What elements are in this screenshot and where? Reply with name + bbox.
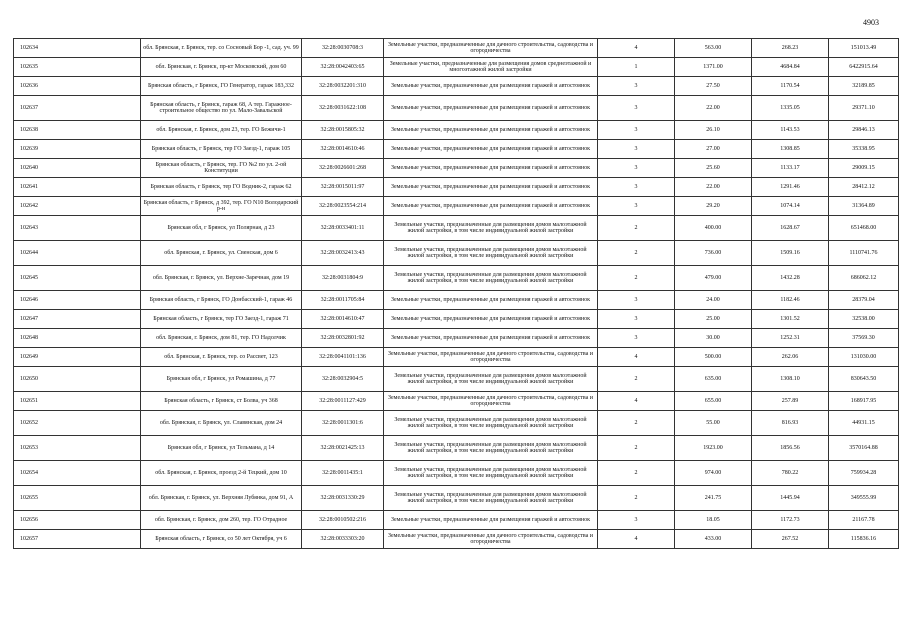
table-body (14, 39, 899, 549)
area-cell: 29.20 (675, 197, 752, 216)
rate-cell: 1301.52 (752, 310, 829, 329)
area-cell: 22.00 (675, 96, 752, 121)
table-row (14, 392, 899, 411)
row-id-cell: 102651 (14, 392, 141, 411)
cadastral-number-cell: 32:28:0011705:84 (302, 291, 384, 310)
area-cell: 25.60 (675, 159, 752, 178)
cadastral-value-table (13, 38, 899, 549)
cadastral-value-cell: 29846.13 (829, 121, 899, 140)
cadastral-value-cell: 168917.95 (829, 392, 899, 411)
cadastral-value-cell: 686062.12 (829, 266, 899, 291)
group-cell: 2 (598, 241, 675, 266)
land-use-cell: Земельные участки, предназначенные для размещения гаражей и автостоянок (384, 159, 598, 178)
group-cell: 4 (598, 530, 675, 549)
table-row (14, 348, 899, 367)
row-id-cell: 102657 (14, 530, 141, 549)
rate-cell: 1252.31 (752, 329, 829, 348)
cadastral-number-cell: 32:28:0015805:32 (302, 121, 384, 140)
row-id-cell: 102643 (14, 216, 141, 241)
row-id-cell: 102645 (14, 266, 141, 291)
address-cell: обл. Брянская, г. Брянск, дом 23, тер. ГО Бежичи-1 (141, 121, 302, 140)
row-id-cell: 102647 (14, 310, 141, 329)
cadastral-number-cell: 32:28:0032413:43 (302, 241, 384, 266)
cadastral-number-cell: 32:28:0011301:6 (302, 411, 384, 436)
rate-cell: 780.22 (752, 461, 829, 486)
rate-cell: 1308.10 (752, 367, 829, 392)
address-cell: обл. Брянская, г. Брянск, тер. со Рассвет, 123 (141, 348, 302, 367)
address-cell: Брянская область, г Брянск, со 50 лет Октября, уч 6 (141, 530, 302, 549)
area-cell: 18.05 (675, 511, 752, 530)
row-id-cell: 102653 (14, 436, 141, 461)
address-cell: Брянская область, г Брянск, тер. ГО №2 по ул. 2-ой Конституции (141, 159, 302, 178)
cadastral-value-cell: 29009.15 (829, 159, 899, 178)
land-use-cell: Земельные участки, предназначенные для размещения домов малоэтажной жилой застройки, в том числе индивидуальной жилой застройки (384, 216, 598, 241)
land-use-cell: Земельные участки, предназначенные для размещения домов малоэтажной жилой застройки, в том числе индивидуальной жилой застройки (384, 266, 598, 291)
land-use-cell: Земельные участки, предназначенные для размещения гаражей и автостоянок (384, 329, 598, 348)
group-cell: 2 (598, 367, 675, 392)
cadastral-value-cell: 3570164.88 (829, 436, 899, 461)
area-cell: 563.00 (675, 39, 752, 58)
area-cell: 736.00 (675, 241, 752, 266)
cadastral-number-cell: 32:28:0041101:136 (302, 348, 384, 367)
row-id-cell: 102641 (14, 178, 141, 197)
land-use-cell: Земельные участки, предназначенные для размещения гаражей и автостоянок (384, 310, 598, 329)
rate-cell: 4684.84 (752, 58, 829, 77)
cadastral-number-cell: 32:28:0031622:108 (302, 96, 384, 121)
group-cell: 4 (598, 39, 675, 58)
group-cell: 4 (598, 392, 675, 411)
cadastral-number-cell: 32:28:0033401:11 (302, 216, 384, 241)
table-row (14, 39, 899, 58)
address-cell: Брянская область, г Брянск, д 392, тер. ГО N10 Володарский р-н (141, 197, 302, 216)
row-id-cell: 102650 (14, 367, 141, 392)
table-row (14, 266, 899, 291)
group-cell: 3 (598, 140, 675, 159)
rate-cell: 262.06 (752, 348, 829, 367)
area-cell: 27.00 (675, 140, 752, 159)
rate-cell: 1308.85 (752, 140, 829, 159)
rate-cell: 1074.14 (752, 197, 829, 216)
area-cell: 500.00 (675, 348, 752, 367)
group-cell: 2 (598, 461, 675, 486)
land-use-cell: Земельные участки, предназначенные для размещения домов малоэтажной жилой застройки, в том числе индивидуальной жилой застройки (384, 241, 598, 266)
area-cell: 26.10 (675, 121, 752, 140)
table-row (14, 197, 899, 216)
table-row (14, 310, 899, 329)
group-cell: 3 (598, 329, 675, 348)
cadastral-value-cell: 131030.00 (829, 348, 899, 367)
land-use-cell: Земельные участки, предназначенные для размещения гаражей и автостоянок (384, 77, 598, 96)
area-cell: 241.75 (675, 486, 752, 511)
land-use-cell: Земельные участки, предназначенные для размещения гаражей и автостоянок (384, 121, 598, 140)
area-cell: 400.00 (675, 216, 752, 241)
area-cell: 433.00 (675, 530, 752, 549)
cadastral-value-cell: 830643.50 (829, 367, 899, 392)
cadastral-number-cell: 32:28:0015011:97 (302, 178, 384, 197)
address-cell: Брянская область, г Брянск, тер ГО Водник-2, гараж 62 (141, 178, 302, 197)
group-cell: 3 (598, 511, 675, 530)
cadastral-value-cell: 28379.04 (829, 291, 899, 310)
table-row (14, 121, 899, 140)
cadastral-number-cell: 32:28:0010502:216 (302, 511, 384, 530)
area-cell: 655.00 (675, 392, 752, 411)
area-cell: 27.50 (675, 77, 752, 96)
group-cell: 2 (598, 266, 675, 291)
cadastral-number-cell: 32:28:0033303:20 (302, 530, 384, 549)
cadastral-value-cell: 115836.16 (829, 530, 899, 549)
address-cell: Брянская область, г Брянск, ГО Донбасский-1, гараж 46 (141, 291, 302, 310)
area-cell: 635.00 (675, 367, 752, 392)
table-row (14, 58, 899, 77)
rate-cell: 1628.67 (752, 216, 829, 241)
area-cell: 25.00 (675, 310, 752, 329)
rate-cell: 1856.56 (752, 436, 829, 461)
group-cell: 3 (598, 159, 675, 178)
cadastral-number-cell: 32:28:0032201:310 (302, 77, 384, 96)
area-cell: 1371.00 (675, 58, 752, 77)
cadastral-number-cell: 32:28:0032801:92 (302, 329, 384, 348)
cadastral-number-cell: 32:28:0014610:46 (302, 140, 384, 159)
area-cell: 479.00 (675, 266, 752, 291)
cadastral-value-cell: 6422915.64 (829, 58, 899, 77)
table-row (14, 511, 899, 530)
page-number: 4903 (863, 18, 879, 27)
cadastral-value-cell: 31364.89 (829, 197, 899, 216)
area-cell: 30.00 (675, 329, 752, 348)
land-use-cell: Земельные участки, предназначенные для дачного строительства, садоводства и огородничества (384, 392, 598, 411)
land-use-cell: Земельные участки, предназначенные для размещения гаражей и автостоянок (384, 140, 598, 159)
table-row (14, 159, 899, 178)
table-row (14, 367, 899, 392)
land-use-cell: Земельные участки, предназначенные для размещения гаражей и автостоянок (384, 291, 598, 310)
rate-cell: 257.89 (752, 392, 829, 411)
table-row (14, 291, 899, 310)
row-id-cell: 102634 (14, 39, 141, 58)
cadastral-value-cell: 349555.99 (829, 486, 899, 511)
group-cell: 3 (598, 96, 675, 121)
cadastral-number-cell: 32:28:0021425:13 (302, 436, 384, 461)
land-use-cell: Земельные участки, предназначенные для размещения гаражей и автостоянок (384, 96, 598, 121)
row-id-cell: 102637 (14, 96, 141, 121)
group-cell: 2 (598, 486, 675, 511)
address-cell: обл. Брянская, г. Брянск, ул. Свенская, дом 6 (141, 241, 302, 266)
land-use-cell: Земельные участки, предназначенные для размещения домов среднеэтажной и многоэтажной жилой застройки (384, 58, 598, 77)
table-row (14, 329, 899, 348)
address-cell: обл. Брянская, г. Брянск, пр-кт Московский, дом 60 (141, 58, 302, 77)
land-use-cell: Земельные участки, предназначенные для дачного строительства, садоводства и огородничества (384, 348, 598, 367)
cadastral-value-cell: 759934.28 (829, 461, 899, 486)
address-cell: Брянская обл, г Брянск, ул Ромашина, д 77 (141, 367, 302, 392)
group-cell: 3 (598, 291, 675, 310)
cadastral-value-cell: 32538.00 (829, 310, 899, 329)
row-id-cell: 102635 (14, 58, 141, 77)
row-id-cell: 102644 (14, 241, 141, 266)
table-row (14, 411, 899, 436)
cadastral-value-cell: 32189.85 (829, 77, 899, 96)
cadastral-value-cell: 35338.95 (829, 140, 899, 159)
cadastral-number-cell: 32:28:0014610:47 (302, 310, 384, 329)
address-cell: Брянская область, г Брянск, ст Болва, уч 368 (141, 392, 302, 411)
cadastral-value-cell: 651468.00 (829, 216, 899, 241)
row-id-cell: 102639 (14, 140, 141, 159)
group-cell: 1 (598, 58, 675, 77)
table-row (14, 530, 899, 549)
cadastral-number-cell: 32:28:0031804:9 (302, 266, 384, 291)
rate-cell: 816.93 (752, 411, 829, 436)
land-use-cell: Земельные участки, предназначенные для размещения гаражей и автостоянок (384, 511, 598, 530)
row-id-cell: 102655 (14, 486, 141, 511)
cadastral-number-cell: 32:28:0011435:1 (302, 461, 384, 486)
group-cell: 3 (598, 77, 675, 96)
rate-cell: 1172.73 (752, 511, 829, 530)
cadastral-value-cell: 44931.15 (829, 411, 899, 436)
address-cell: Брянская область, г Брянск, ГО Генератор, гараж 183,332 (141, 77, 302, 96)
land-use-cell: Земельные участки, предназначенные для размещения домов малоэтажной жилой застройки, в том числе индивидуальной жилой застройки (384, 367, 598, 392)
row-id-cell: 102646 (14, 291, 141, 310)
address-cell: Брянская обл, г Брянск, ул Тельмана, д 14 (141, 436, 302, 461)
land-use-cell: Земельные участки, предназначенные для размещения гаражей и автостоянок (384, 197, 598, 216)
group-cell: 3 (598, 178, 675, 197)
rate-cell: 1291.46 (752, 178, 829, 197)
table-row (14, 96, 899, 121)
address-cell: обл. Брянская, г. Брянск, ул. Верхне-Заречная, дом 19 (141, 266, 302, 291)
row-id-cell: 102656 (14, 511, 141, 530)
address-cell: обл. Брянская, г. Брянск, дом 81, тер. ГО Надолчик (141, 329, 302, 348)
rate-cell: 1509.16 (752, 241, 829, 266)
group-cell: 3 (598, 197, 675, 216)
cadastral-number-cell: 32:28:0042403:65 (302, 58, 384, 77)
rate-cell: 1143.53 (752, 121, 829, 140)
table-row (14, 178, 899, 197)
rate-cell: 1182.46 (752, 291, 829, 310)
address-cell: обл. Брянская, г. Брянск, тер. сo Сосновый Бор -1, сад. уч. 99 (141, 39, 302, 58)
land-use-cell: Земельные участки, предназначенные для размещения домов малоэтажной жилой застройки, в том числе индивидуальной жилой застройки (384, 411, 598, 436)
address-cell: Брянская обл, г Брянск, ул Полярная, д 23 (141, 216, 302, 241)
cadastral-number-cell: 32:28:0030708:3 (302, 39, 384, 58)
row-id-cell: 102640 (14, 159, 141, 178)
land-use-cell: Земельные участки, предназначенные для размещения гаражей и автостоянок (384, 178, 598, 197)
cadastral-number-cell: 32:28:0032904:5 (302, 367, 384, 392)
row-id-cell: 102636 (14, 77, 141, 96)
area-cell: 22.00 (675, 178, 752, 197)
address-cell: Брянская область, г Брянск, гараж 68, А тер. Гаражное-строительное общество по ул. Мало-Завальской (141, 96, 302, 121)
row-id-cell: 102648 (14, 329, 141, 348)
rate-cell: 267.52 (752, 530, 829, 549)
cadastral-number-cell: 32:28:0023554:214 (302, 197, 384, 216)
group-cell: 3 (598, 121, 675, 140)
table-row (14, 241, 899, 266)
table-row (14, 140, 899, 159)
area-cell: 24.00 (675, 291, 752, 310)
area-cell: 55.00 (675, 411, 752, 436)
cadastral-number-cell: 32:28:0026601:268 (302, 159, 384, 178)
cadastral-number-cell: 32:28:0011127:429 (302, 392, 384, 411)
cadastral-value-cell: 151013.49 (829, 39, 899, 58)
table-row (14, 436, 899, 461)
address-cell: Брянская область, г Брянск, тер ГО Заезд-1, гараж 105 (141, 140, 302, 159)
rate-cell: 1335.05 (752, 96, 829, 121)
row-id-cell: 102638 (14, 121, 141, 140)
row-id-cell: 102642 (14, 197, 141, 216)
rate-cell: 1432.28 (752, 266, 829, 291)
group-cell: 4 (598, 348, 675, 367)
cadastral-value-cell: 21167.78 (829, 511, 899, 530)
land-use-cell: Земельные участки, предназначенные для размещения домов малоэтажной жилой застройки, в том числе индивидуальной жилой застройки (384, 486, 598, 511)
rate-cell: 1133.17 (752, 159, 829, 178)
address-cell: обл. Брянская, г. Брянск, проезд 2-й Тецкий, дом 10 (141, 461, 302, 486)
row-id-cell: 102649 (14, 348, 141, 367)
table-row (14, 461, 899, 486)
group-cell: 3 (598, 310, 675, 329)
group-cell: 2 (598, 411, 675, 436)
area-cell: 974.00 (675, 461, 752, 486)
row-id-cell: 102654 (14, 461, 141, 486)
rate-cell: 1170.54 (752, 77, 829, 96)
table-row (14, 77, 899, 96)
cadastral-number-cell: 32:28:0031330:29 (302, 486, 384, 511)
cadastral-value-cell: 37569.30 (829, 329, 899, 348)
table-row (14, 486, 899, 511)
land-use-cell: Земельные участки, предназначенные для размещения домов малоэтажной жилой застройки, в том числе индивидуальной жилой застройки (384, 436, 598, 461)
address-cell: обл. Брянская, г. Брянск, ул. Славянская, дом 24 (141, 411, 302, 436)
cadastral-value-cell: 1110741.76 (829, 241, 899, 266)
cadastral-value-cell: 29371.10 (829, 96, 899, 121)
row-id-cell: 102652 (14, 411, 141, 436)
table-row (14, 216, 899, 241)
land-use-cell: Земельные участки, предназначенные для дачного строительства, садоводства и огородничества (384, 530, 598, 549)
group-cell: 2 (598, 436, 675, 461)
address-cell: Брянская область, г Брянск, тер ГО Заезд-1, гараж 71 (141, 310, 302, 329)
address-cell: обл. Брянская, г. Брянск, дом 260, тер. ГО Отрадное (141, 511, 302, 530)
area-cell: 1923.00 (675, 436, 752, 461)
cadastral-value-cell: 28412.12 (829, 178, 899, 197)
rate-cell: 268.23 (752, 39, 829, 58)
address-cell: обл. Брянская, г. Брянск, ул. Верхняя Лубянка, дом 91, А (141, 486, 302, 511)
land-use-cell: Земельные участки, предназначенные для дачного строительства, садоводства и огородничества (384, 39, 598, 58)
rate-cell: 1445.94 (752, 486, 829, 511)
land-use-cell: Земельные участки, предназначенные для размещения домов малоэтажной жилой застройки, в том числе индивидуальной жилой застройки (384, 461, 598, 486)
group-cell: 2 (598, 216, 675, 241)
